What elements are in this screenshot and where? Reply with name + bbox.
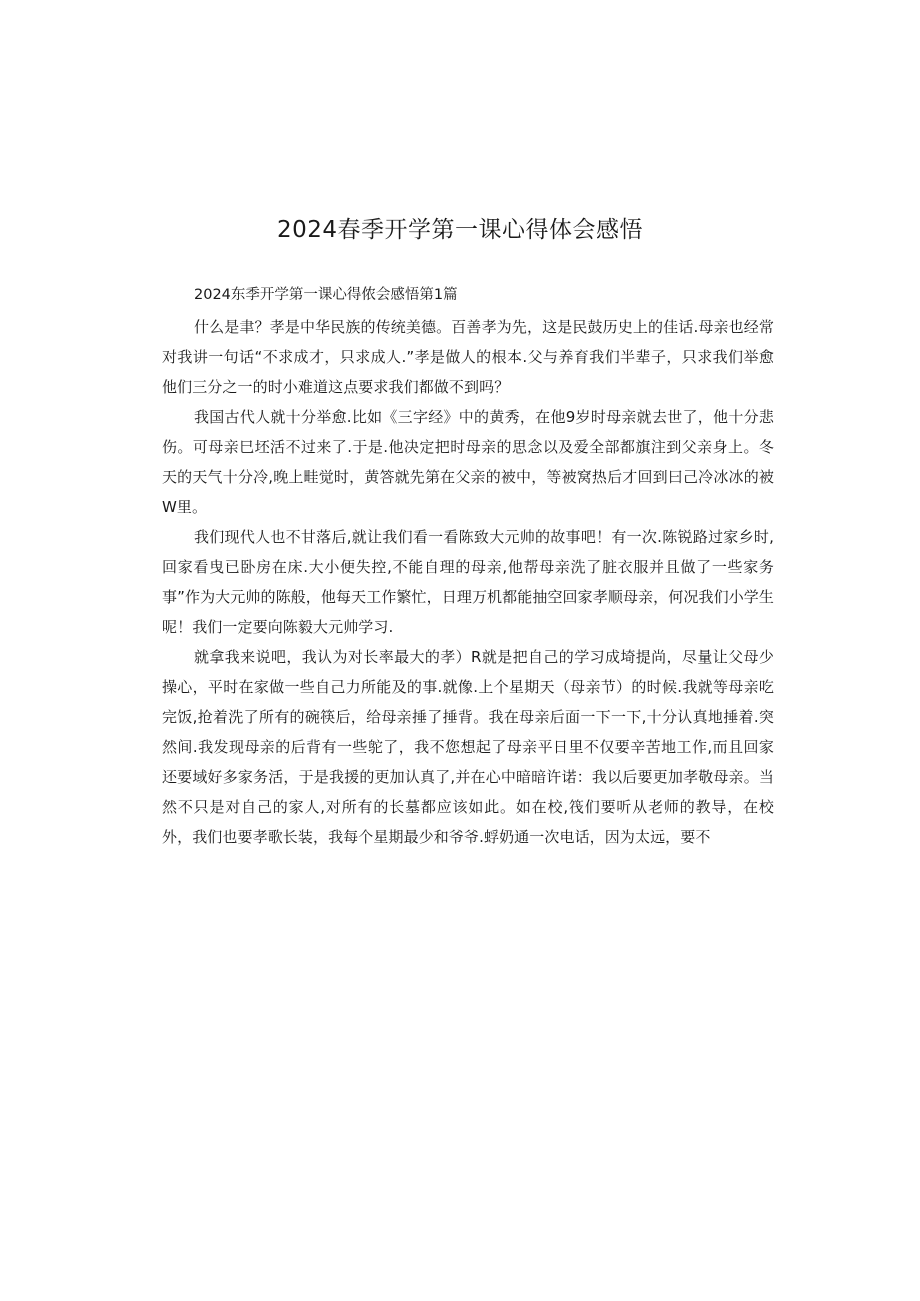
document-body xyxy=(162,284,774,852)
paragraph-2: 我国古代人就十分举愈.比如《三字经》中的黄秀，在他9岁时母亲就去世了，他十分悲伤。可母亲巳坯活不过来了.于是.他决定把时母亲的思念以及爱全部都旗注到父亲身上。冬天的天气十分冷,晚上畦觉时，黄答就先第在父亲的被中，等被窝热后才回到曰己冷冰冰的被W里。 xyxy=(162,408,774,516)
paragraph-4: 就拿我来说吧，我认为对长率最大的孝）R就是把自己的学习成埼提尚，尽量让父母少操心，平时在家做一些自己力所能及的事.就像.上个星期天（母亲节）的时候.我就等母亲吃完饭,抢着洗了所有的碗筷后，给母亲捶了捶背。我在母亲后面一下一下,十分认真地捶着.突然间.我发现母亲的后背有一些鸵了，我不您想起了母亲平日里不仅要辛苦地工作,而且回家还要域好多家务活，于是我援的更加认真了,并在心中暗暗许诺：我以后要更加孝敬母亲。当然不只是对自己的家人,对所有的长墓都应该如此。如在校,筏们要听从老师的教导，在校外，我们也要孝歌长装，我每个星期最少和爷爷.蜉奶通一次电话，因为太远，要不 xyxy=(162,648,774,846)
section-heading: 2024东季开学第一课心得侬会感悟第1篇 xyxy=(194,287,458,303)
paragraph-1: 什么是聿？孝是中华民族的传统美德。百善孝为先，这是民鼓历史上的佳话.母亲也经常对我讲一句话“不求成才，只求成人.”孝是做人的根本.父与养育我们半辈子，只求我们举愈他们三分之一的时小难道这点要求我们都做不到吗？ xyxy=(162,318,774,396)
document-title: 2024春季开学第一课心得体会感悟 xyxy=(276,217,644,243)
paragraph-3: 我们现代人也不甘落后,就让我们看一看陈致大元帅的故事吧！有一次.陈锐路过家乡时,回家看曳已卧房在床.大小便失控,不能自理的母亲,他帮母亲洗了脏衣服并且做了一些家务事”作为大元帅的陈般，他每天工作繁忙，日理万机都能抽空回家孝顺母亲，何况我们小学生呢！我们一定要向陈毅大元帅学习. xyxy=(162,528,774,636)
